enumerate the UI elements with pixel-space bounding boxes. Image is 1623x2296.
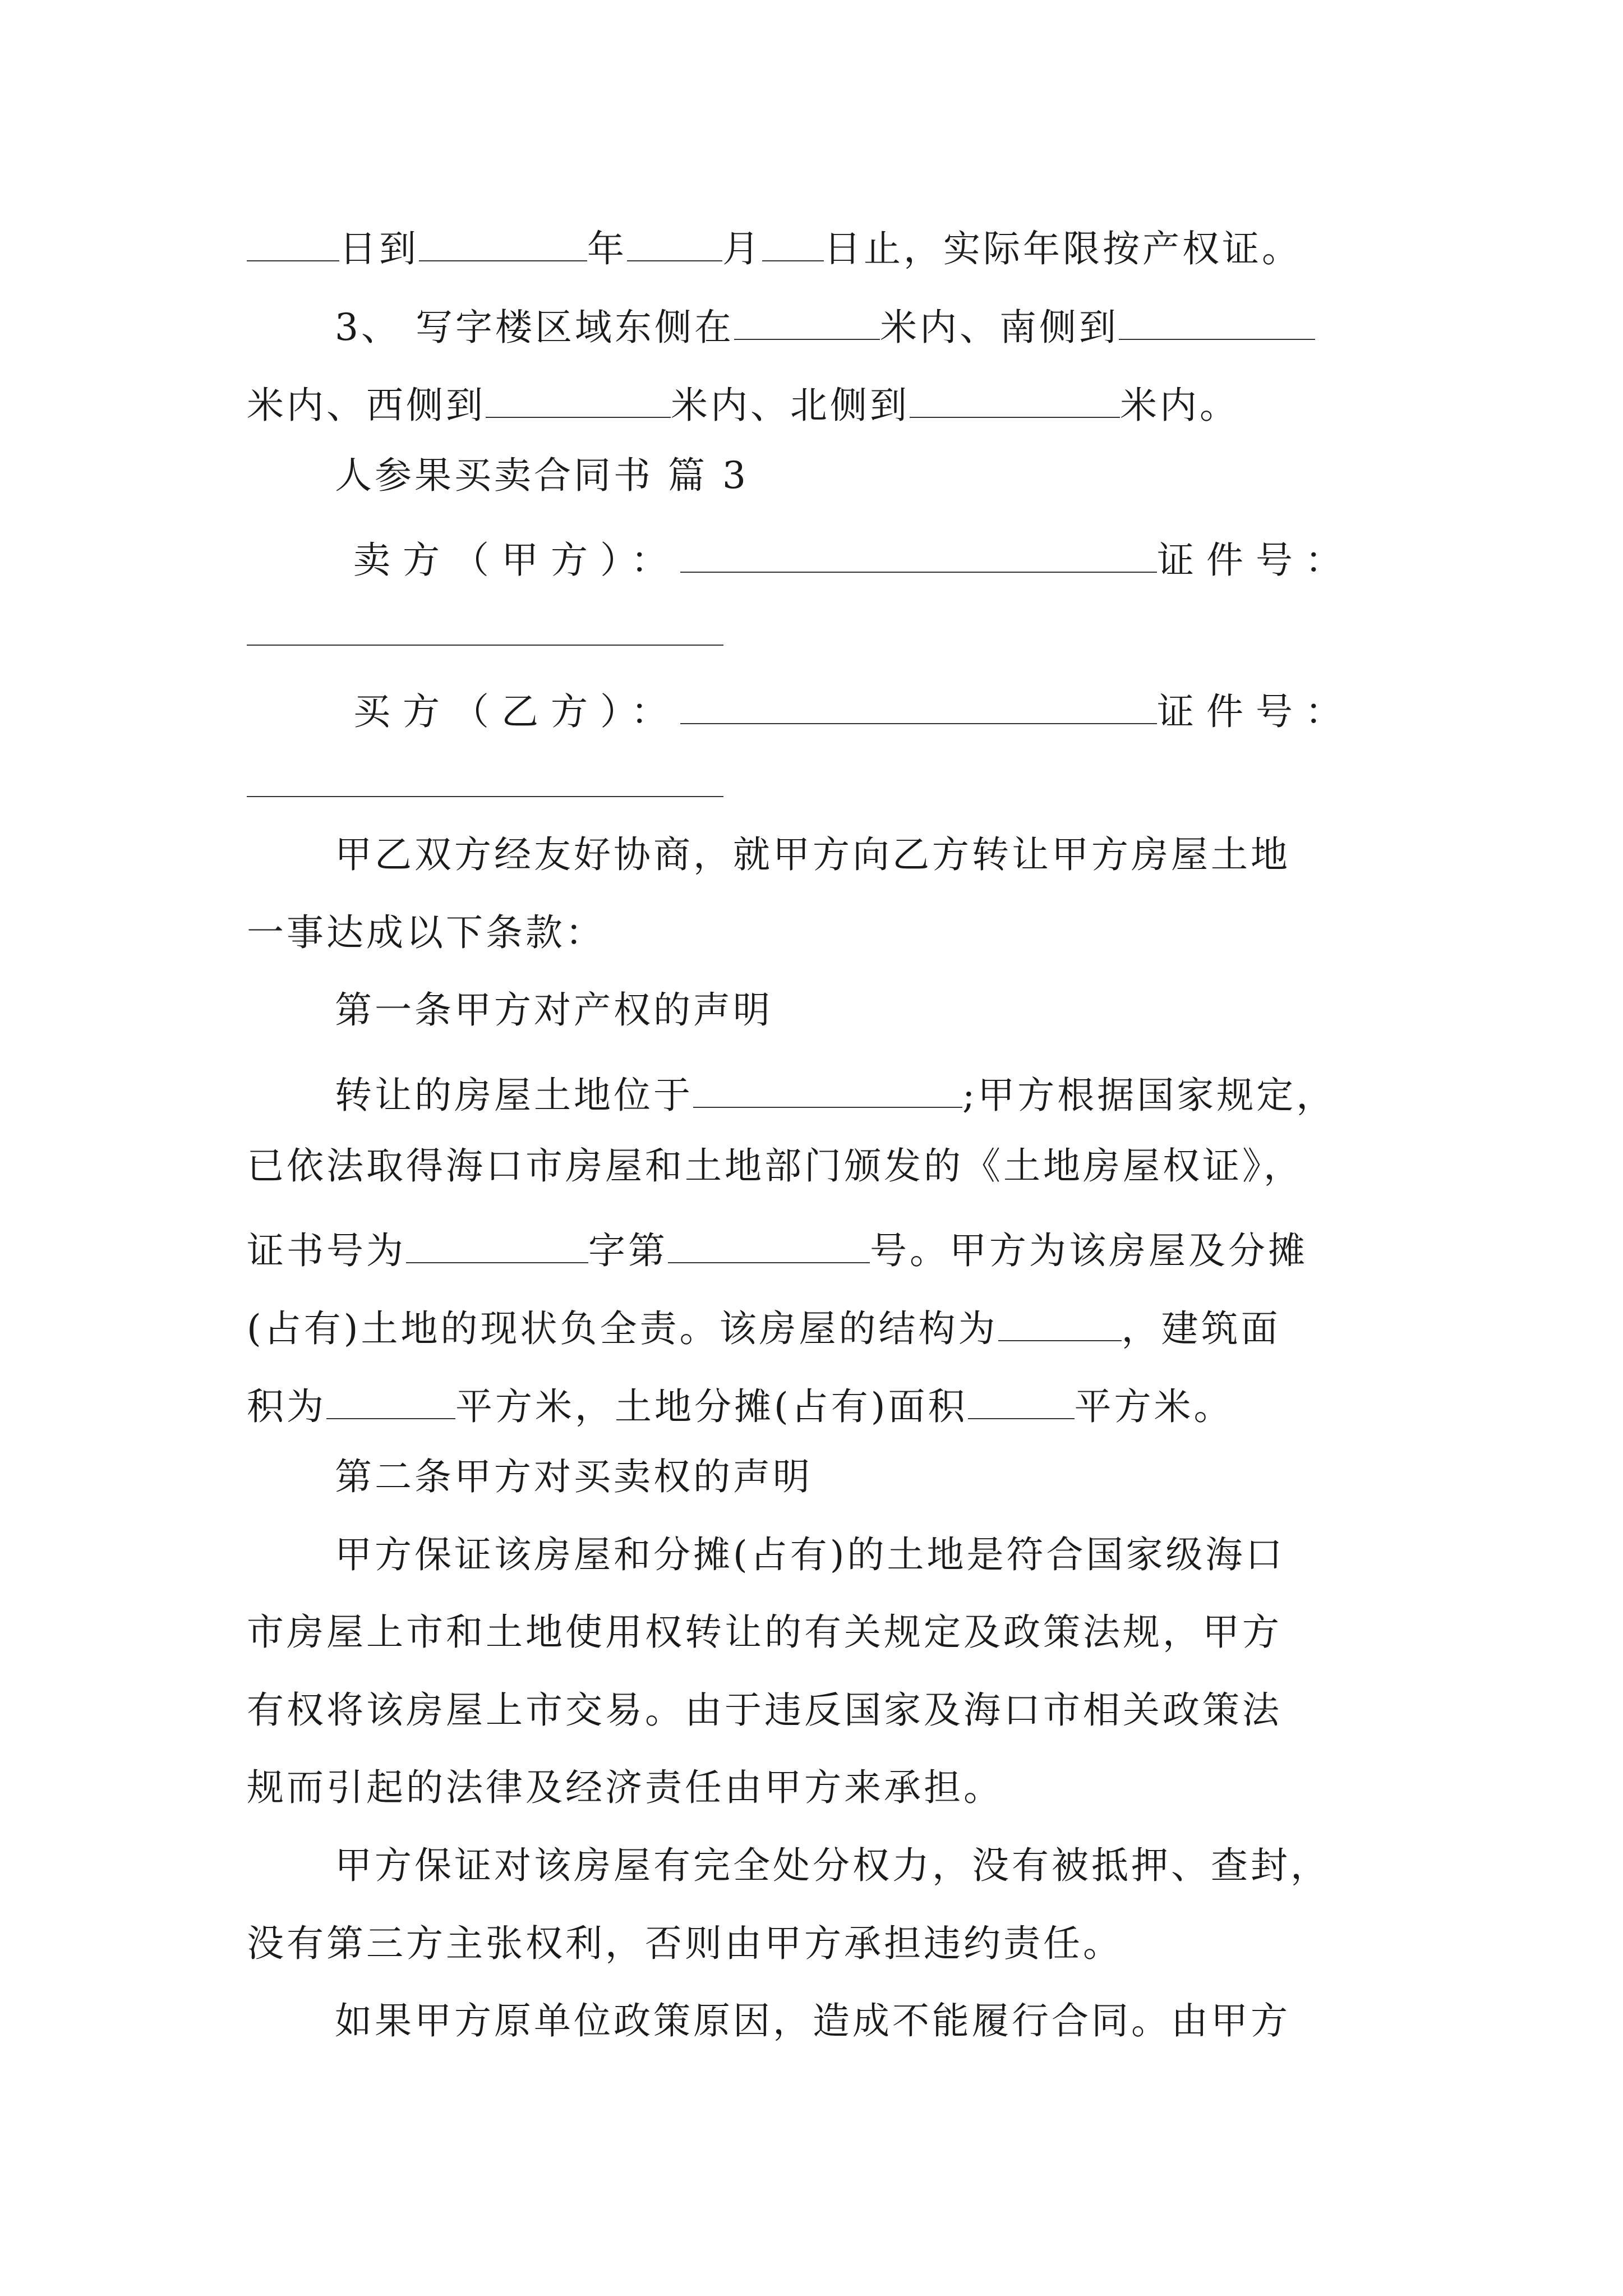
boundary-west-text: 米内、西侧到 [247, 384, 486, 427]
day-blank [247, 223, 339, 261]
location-blank [693, 1070, 962, 1108]
term-text-year: 年 [587, 227, 627, 270]
article-1-line-3 [247, 1225, 1308, 1272]
month-blank [627, 223, 722, 261]
article-2-line-7: 如果甲方原单位政策原因，造成不能履行合同。由甲方 [335, 1999, 1290, 2042]
term-text-end: 日止，实际年限按产权证。 [824, 227, 1302, 270]
west-distance-blank [486, 380, 671, 418]
article-1-line-1 [335, 1070, 1336, 1117]
seller-id-label: 证件号： [1157, 539, 1354, 582]
building-area-text: ，建筑面 [1121, 1307, 1281, 1350]
buyer-line [353, 686, 1354, 733]
seller-line [353, 535, 1354, 582]
certificate-zi-text: 字第 [588, 1229, 668, 1272]
article-2-line-3: 有权将该房屋上市交易。由于违反国家及海口市相关政策法 [247, 1688, 1282, 1732]
term-line [247, 223, 1302, 268]
intro-line-1: 甲乙双方经友好协商，就甲方向乙方转让甲方房屋土地 [335, 833, 1290, 876]
south-distance-blank [1119, 302, 1315, 340]
north-distance-blank [910, 380, 1120, 418]
article-1-line-5 [247, 1381, 1234, 1428]
article-2-line-4: 规而引起的法律及经济责任由甲方来承担。 [247, 1766, 1003, 1809]
structure-blank [998, 1303, 1122, 1341]
certificate-end-text: 号。甲方为该房屋及分摊 [870, 1229, 1308, 1272]
boundary-south-text: 米内、南侧到 [879, 306, 1119, 349]
intro-line-2: 一事达成以下条款： [247, 911, 605, 954]
area-boundary-line-2 [247, 380, 1239, 427]
boundary-north-text: 米内、北侧到 [671, 384, 910, 427]
certificate-number-blank [668, 1225, 870, 1263]
term-text-month: 月 [722, 227, 762, 270]
buyer-name-blank [680, 686, 1157, 724]
year-blank [419, 223, 587, 261]
buyer-id-label: 证件号： [1157, 690, 1354, 733]
area-text: 积为 [247, 1385, 326, 1428]
section-heading: 人参果买卖合同书 篇 3 [335, 454, 749, 497]
boundary-end-text: 米内。 [1120, 384, 1239, 427]
article-2-line-5: 甲方保证对该房屋有完全处分权力，没有被抵押、查封， [335, 1844, 1330, 1887]
area-unit-text: 平方米。 [1074, 1385, 1234, 1428]
location-text: 转让的房屋土地位于 [335, 1074, 693, 1117]
boundary-east-text: 3、 写字楼区域东侧在 [335, 306, 734, 349]
article-2-title: 第二条甲方对买卖权的声明 [335, 1455, 813, 1498]
seller-name-blank [680, 535, 1157, 573]
east-distance-blank [734, 302, 880, 340]
land-area-blank [968, 1381, 1075, 1419]
national-rules-text: ;甲方根据国家规定， [962, 1074, 1336, 1117]
area-boundary-line-1 [335, 302, 1315, 349]
land-share-text: 平方米，土地分摊(占有)面积 [455, 1385, 968, 1428]
certificate-prefix-blank [406, 1225, 588, 1263]
article-1-line-2: 已依法取得海口市房屋和土地部门颁发的《土地房屋权证》， [247, 1144, 1303, 1188]
buyer-id-blank [247, 796, 723, 797]
seller-id-blank [247, 645, 723, 646]
building-area-blank [326, 1381, 455, 1419]
article-1-title: 第一条甲方对产权的声明 [335, 988, 773, 1032]
end-day-blank [762, 223, 824, 261]
seller-label: 卖方（甲方）： [353, 539, 680, 582]
article-2-line-1: 甲方保证该房屋和分摊(占有)的土地是符合国家级海口 [335, 1533, 1285, 1576]
buyer-label: 买方（乙方）： [353, 690, 680, 733]
article-2-line-2: 市房屋上市和土地使用权转让的有关规定及政策法规，甲方 [247, 1611, 1282, 1654]
term-text-day-to: 日到 [339, 227, 419, 270]
article-1-line-4 [247, 1303, 1281, 1350]
structure-text: (占有)土地的现状负全责。该房屋的结构为 [247, 1307, 998, 1350]
certificate-number-text: 证书号为 [247, 1229, 406, 1272]
article-2-line-6: 没有第三方主张权利，否则由甲方承担违约责任。 [247, 1922, 1123, 1965]
